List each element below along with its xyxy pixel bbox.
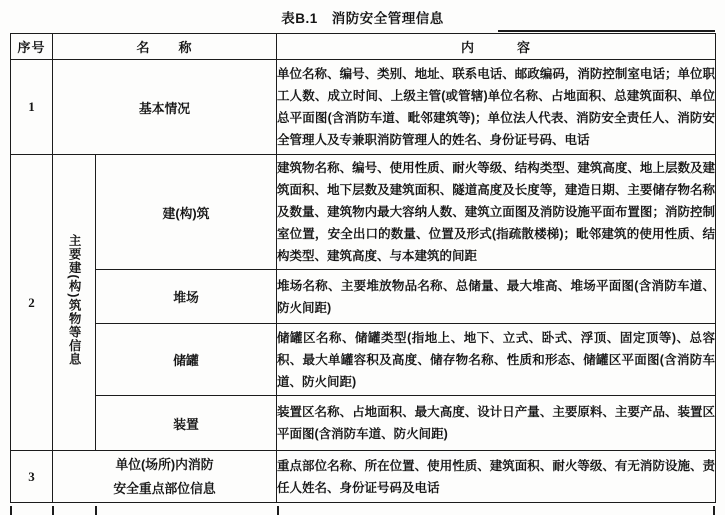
sub-row-name: 堆场 <box>96 270 277 324</box>
table-continuation-stub <box>52 506 54 515</box>
table-row <box>11 324 716 396</box>
row-name-line: 单位(场所)内消防 <box>115 456 214 472</box>
row-name <box>53 451 277 503</box>
table-continuation-stub <box>713 506 715 515</box>
table-row <box>11 396 716 451</box>
table-continuation-stub <box>95 506 97 515</box>
header-row <box>11 34 716 60</box>
table-row <box>11 155 716 270</box>
header-name: 名 称 <box>53 34 277 60</box>
header-index: 序号 <box>11 34 53 60</box>
scan-artifact-line <box>498 30 715 32</box>
table-continuation-stub <box>10 506 12 515</box>
sub-row-content: 装置区名称、占地面积、最大高度、设计日产量、主要原料、主要产品、装置区平面图(含消防车道、防火间距) <box>277 396 716 451</box>
row-name: 基本情况 <box>53 60 277 155</box>
sub-row-name: 建(构)筑 <box>96 155 277 270</box>
row-index: 1 <box>11 60 53 155</box>
sub-row-content: 储罐区名称、储罐类型(指地上、地下、立式、卧式、浮顶、固定顶等)、总容积、最大单罐容积及高度、储存物名称、性质和形态、储罐区平面图(含消防车道、防火间距) <box>277 324 716 396</box>
header-content: 内 容 <box>277 34 716 60</box>
group-label-vertical: 主要建(构)筑物等信息 <box>67 233 82 367</box>
fire-safety-info-table <box>10 33 716 503</box>
sub-row-content: 建筑物名称、编号、使用性质、耐火等级、结构类型、建筑高度、地上层数及建筑面积、地下层数及建筑面积、隧道高度及长度等，建造日期、主要储存物名称及数量、建筑物内最大容纳人数、建筑立面图及消防设施平面布置图；消防控制室位置，安全出口的数量、位置及形式(指疏散楼梯)；毗邻建筑的使用性质、结构类型、建筑高度、与本建筑的间距 <box>277 155 716 270</box>
row-content: 单位名称、编号、类别、地址、联系电话、邮政编码，消防控制室电话；单位职工人数、成立时间、上级主管(或管辖)单位名称、占地面积、总建筑面积、单位总平面图(含消防车道、毗邻建筑等)；单位法人代表、消防安全责任人、消防安全管理人及专兼职消防管理人的姓名、身份证号码、电话 <box>277 60 716 155</box>
sub-row-name: 储罐 <box>96 324 277 396</box>
row-content: 重点部位名称、所在位置、使用性质、建筑面积、耐火等级、有无消防设施、责任人姓名、身份证号码及电话 <box>277 451 716 503</box>
row-index: 3 <box>11 451 53 503</box>
table-row <box>11 270 716 324</box>
sub-row-name: 装置 <box>96 396 277 451</box>
row-name-line: 安全重点部位信息 <box>113 480 216 496</box>
table-row <box>11 451 716 503</box>
row-index: 2 <box>11 155 53 451</box>
table-title: 表B.1 消防安全管理信息 <box>281 11 444 26</box>
row-group-name <box>53 155 96 451</box>
table-continuation-stub <box>277 506 279 515</box>
table-row <box>11 60 716 155</box>
sub-row-content: 堆场名称、主要堆放物品名称、总储量、最大堆高、堆场平面图(含消防车道、防火间距) <box>277 270 716 324</box>
